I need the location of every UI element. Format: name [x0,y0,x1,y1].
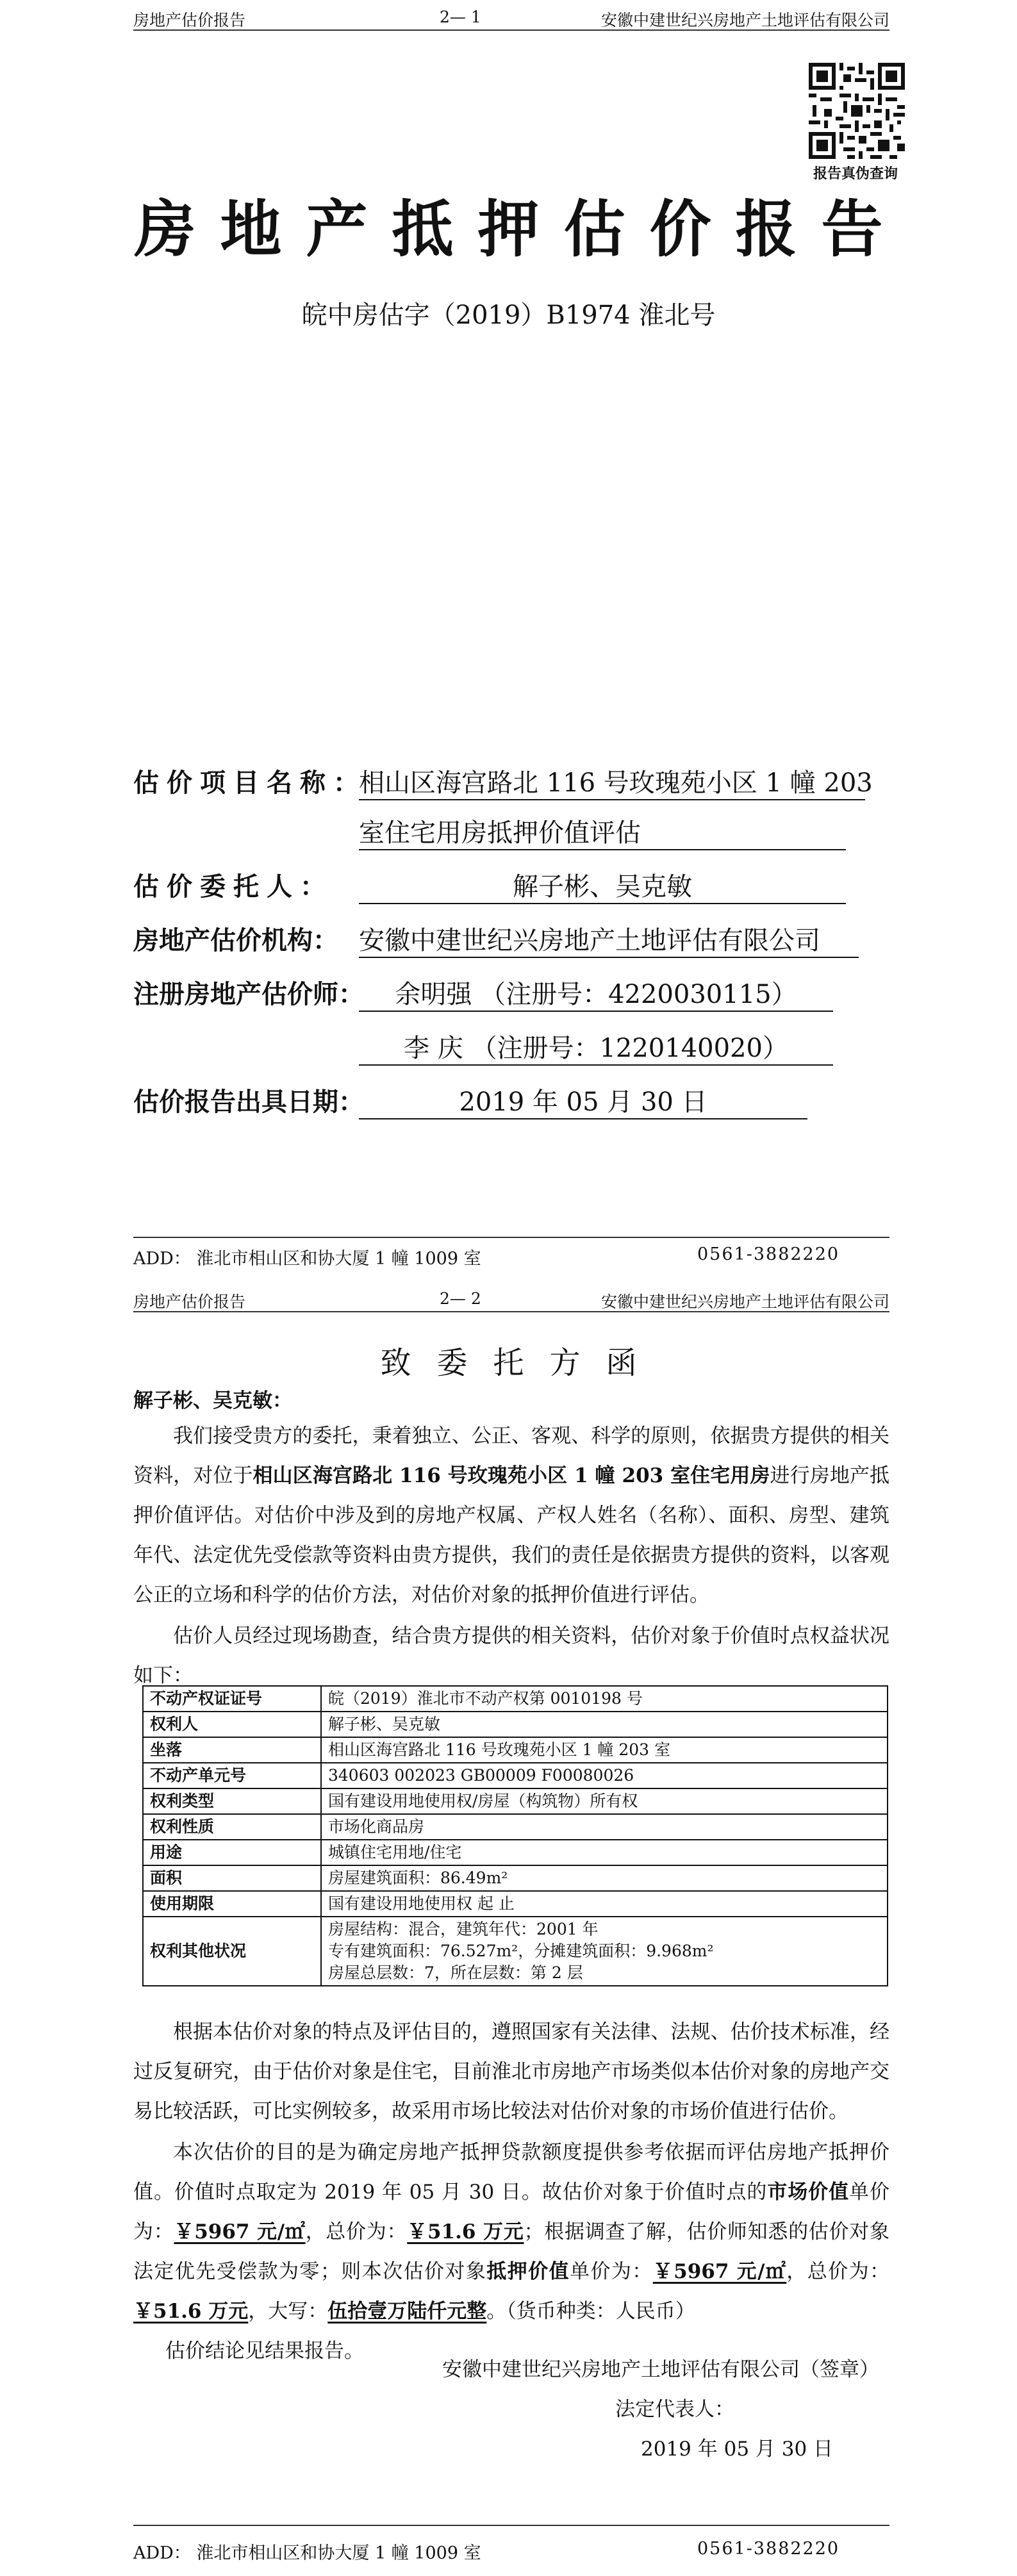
date-value: 2019 年 05 月 30 日 [359,1082,807,1119]
para4-text-a: 本次估价的目的是为确定房地产抵押贷款额度提供参考依据而评估房地产抵押价值。价值时点取定为 2019 年 05 月 30 日。故估价对象于价值时点的 [133,2141,889,2204]
page-header [133,1285,889,1312]
table-key: 使用期限 [143,1891,321,1917]
rights-table [142,1685,888,1986]
table-key: 权利人 [143,1712,321,1737]
table-key: 面积 [143,1865,321,1891]
paragraph-1 [133,1416,889,1615]
table-row [143,1865,888,1891]
date-label: 估价报告出具日期： [133,1087,364,1117]
table-row [143,1917,888,1986]
table-key: 权利类型 [143,1788,321,1814]
footer-rule [133,2525,889,2526]
report-title: 房地产抵押估价报告 [134,193,907,265]
table-value: 国有建设用地使用权/房屋（构筑物）所有权 [321,1788,888,1814]
signature-date: 2019 年 05 月 30 日 [641,2438,834,2461]
letter-title: 致委托方函 [380,1345,663,1381]
table-row [143,1686,888,1712]
report-number: 皖中房估字（2019）B1974 淮北号 [301,301,716,330]
footer-address: ADD： 淮北市相山区和协大厦 1 幢 1009 室 [133,1249,481,1269]
field-appraiser [133,974,833,1012]
table-value: 皖（2019）淮北市不动产权第 0010198 号 [321,1686,888,1712]
para4-text-e: ，总价为： [305,2220,408,2243]
para4-text-c: 单价为： [133,2181,889,2243]
field-appraiser-cont [359,1028,833,1066]
header-page-number: 2— 1 [440,8,481,26]
header-company: 安徽中建世纪兴房地产土地评估有限公司 [600,1292,889,1311]
signature-company: 安徽中建世纪兴房地产土地评估有限公司（签章） [442,2358,879,2381]
paragraph-3: 根据本估价对象的特点及评估目的，遵照国家有关法律、法规、估价技术标准，经过反复研究，由于估价对象是住宅，目前淮北市房地产市场类似本估价对象的房地产交易比较活跃，可比实例较多，故采用市场比较法对估价对象的市场价值进行估价。 [133,2020,889,2123]
project-value-line1: 相山区海宫路北 116 号玫瑰苑小区 1 幢 203 [359,763,865,800]
table-row [143,1737,888,1763]
appraiser-1: 余明强 （注册号：4220030115） [359,974,833,1012]
table-value-multiline [321,1917,888,1986]
amount-in-words: 伍拾壹万陆仟元整 [327,2300,487,2323]
table-key: 权利性质 [143,1814,321,1840]
mortgage-total-price: ￥51.6 万元 [133,2300,249,2323]
field-date [133,1082,807,1119]
table-value: 解子彬、吴克敏 [321,1712,888,1737]
table-key: 用途 [143,1840,321,1865]
table-value: 房屋建筑面积：86.49m² [321,1865,888,1891]
header-page-number: 2— 2 [440,1289,481,1308]
project-label: 估价项目名称： [133,768,367,798]
header-company: 安徽中建世纪兴房地产土地评估有限公司 [600,11,889,29]
paragraph-2: 估价人员经过现场勘查，结合贵方提供的相关资料，估价对象于价值时点权益状况如下： [133,1624,889,1687]
footer-phone: 0561-3882220 [697,1244,840,1264]
table-row [143,1891,888,1917]
mortgage-value-label: 抵押价值 [486,2260,570,2283]
letter-page [0,1282,1017,2576]
table-key: 不动产单元号 [143,1763,321,1788]
para1-text-a: 我们接受贵方的委托，秉着独立、公正、客观、科学的原则，依据贵方提供的相关资料，对位于 [133,1424,889,1487]
table-key: 不动产权证证号 [143,1686,321,1712]
field-project-cont [359,813,846,850]
table-row [143,1788,888,1814]
org-value: 安徽中建世纪兴房地产土地评估有限公司 [359,920,859,958]
para1-text-c: 进行房地产抵押价值评估。对估价中涉及到的房地产权属、产权人姓名（名称）、面积、房型、建筑年代、法定优先受偿款等资料由贵方提供，我们的责任是依据贵方提供的资料，以客观公正的立场和科学的估价方法，对估价对象的抵押价值进行评估。 [133,1464,889,1606]
footer-rule [133,1237,889,1238]
other-line-1: 房屋结构：混合，建筑年代：2001 年 [328,1920,599,1938]
table-row [143,1840,888,1865]
para4-text-i: 单价为： [570,2260,653,2283]
field-client [133,866,846,904]
table-row [143,1814,888,1840]
page-header [133,4,889,31]
market-value-label: 市场价值 [767,2181,850,2204]
other-line-2: 专有建筑面积：76.527m²，分摊建筑面积：9.968m² [328,1942,714,1960]
para4-text-k: ，总价为： [786,2260,889,2283]
table-value: 市场化商品房 [321,1814,888,1840]
table-key: 权利其他状况 [143,1917,321,1986]
table-value: 城镇住宅用地/住宅 [321,1840,888,1865]
paragraph-5: 估价结论见结果报告。 [165,2340,364,2363]
market-unit-price: ￥5967 元/㎡ [174,2220,306,2243]
footer-address: ADD： 淮北市相山区和协大厦 1 幢 1009 室 [133,2543,481,2563]
signature-rep: 法定代表人： [615,2398,734,2421]
qr-code-icon[interactable] [809,63,905,159]
table-key: 坐落 [143,1737,321,1763]
field-project [133,763,873,800]
para4-text-g: ；根据调查了解，估价师知悉的估价对象法定优先受偿款为零；则本次估价对象 [133,2220,890,2283]
para4-text-o: 。（货币种类：人民币） [486,2300,695,2323]
other-line-3: 房屋总层数：7，所在层数：第 2 层 [328,1963,583,1982]
appraiser-label: 注册房地产估价师： [133,979,364,1009]
cover-page [0,0,1017,1282]
paragraph-4 [133,2133,889,2331]
field-org [133,920,859,958]
table-value: 相山区海宫路北 116 号玫瑰苑小区 1 幢 203 室 [321,1737,888,1763]
property-address: 相山区海宫路北 116 号玫瑰苑小区 1 幢 203 室住宅用房 [252,1464,770,1487]
table-value: 340603 002023 GB00009 F00080026 [321,1763,888,1788]
org-label: 房地产估价机构： [133,925,338,955]
client-value: 解子彬、吴克敏 [359,866,846,904]
para4-text-m: ，大写： [248,2300,328,2323]
addressee: 解子彬、吴克敏： [133,1389,292,1412]
header-left: 房地产估价报告 [133,1292,246,1311]
mortgage-unit-price: ￥5967 元/㎡ [652,2260,787,2283]
appraiser-2: 李 庆 （注册号：1220140020） [359,1028,833,1066]
project-value-line2: 室住宅用房抵押价值评估 [359,813,846,850]
market-total-price: ￥51.6 万元 [407,2220,524,2243]
client-label: 估价委托人： [133,871,333,902]
header-left: 房地产估价报告 [133,11,246,29]
table-row [143,1763,888,1788]
footer-phone: 0561-3882220 [697,2539,840,2559]
qr-label: 报告真伪查询 [813,166,898,182]
table-value: 国有建设用地使用权 起 止 [321,1891,888,1917]
table-row [143,1712,888,1737]
